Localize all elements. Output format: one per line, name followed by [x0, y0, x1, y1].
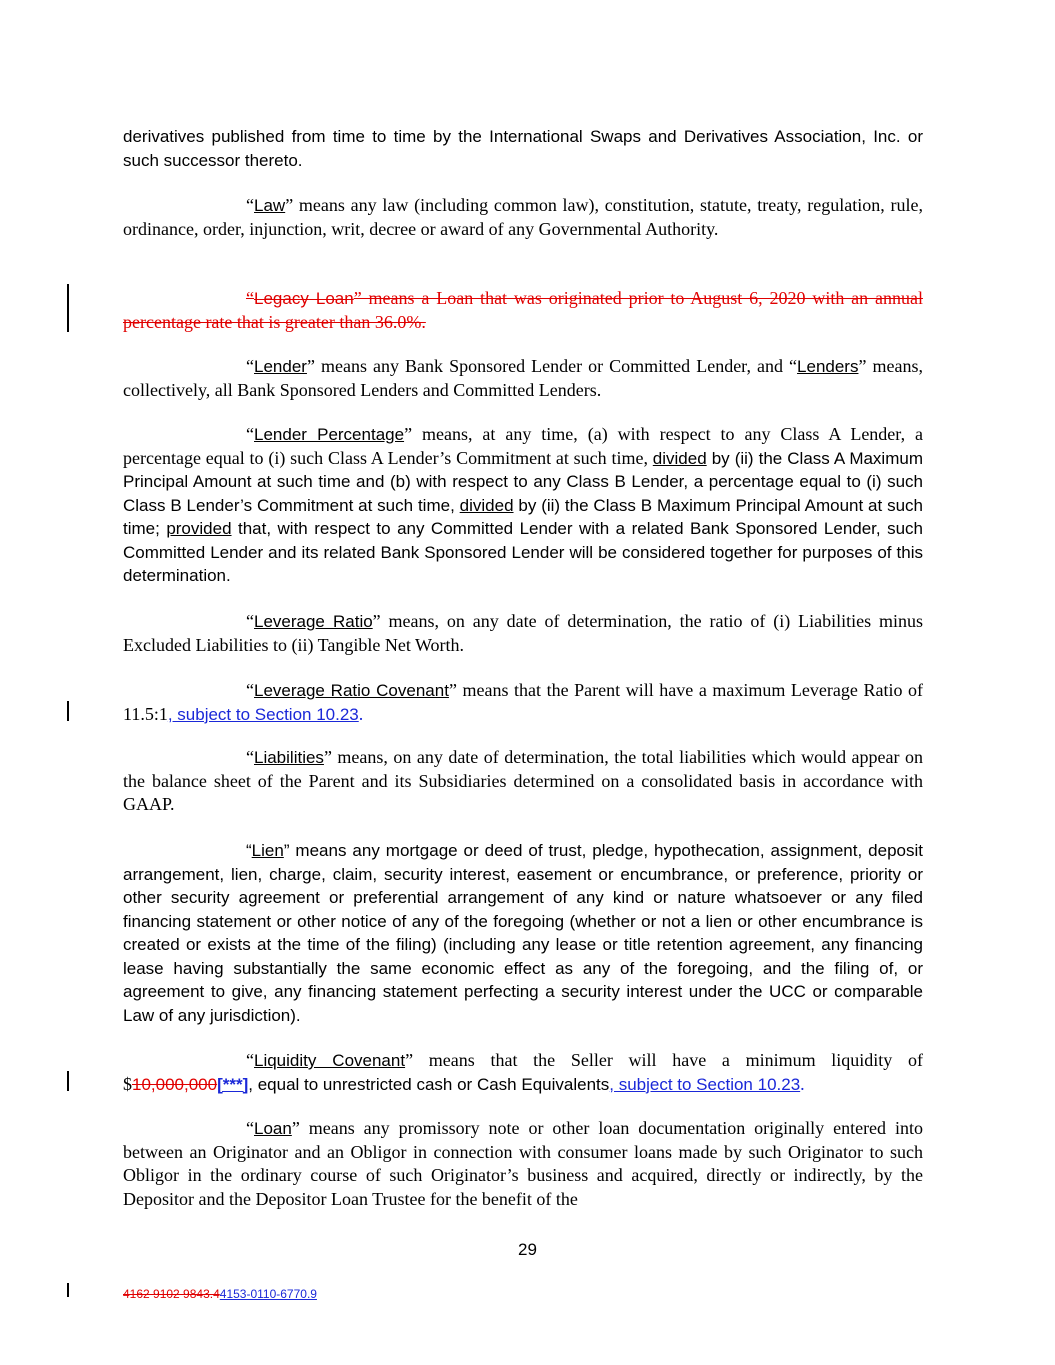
deleted-text: 10,000,000	[132, 1074, 218, 1094]
defined-term: Liabilities	[254, 748, 324, 767]
definition-lien	[123, 839, 923, 1027]
definition-text: ” means, on any date of determination, the total liabilities which would appear on the balance sheet of the Parent and its Subsidiaries determined on a consolidated basis in accordance with GAAP.	[123, 747, 923, 814]
definition-text: ” means any law (including common law), constitution, statute, treaty, regulation, rule, ordinance, order, injunction, writ, decree or award of any Governmental Authority.	[123, 195, 923, 239]
definition-text: that, with respect to any Committed Lender with a related Bank Sponsored Lender, such Committed Lender and its related Bank Sponsored Lender will be considered together for purposes of this determination.	[123, 519, 924, 585]
change-bar	[67, 701, 69, 721]
emphasis-term: divided	[652, 448, 707, 468]
open-quote: “	[246, 841, 252, 860]
inserted-text: 4153-0110-6770.9	[219, 1287, 317, 1301]
change-bar	[67, 284, 69, 332]
defined-term: Legacy Loan	[254, 289, 354, 308]
open-quote: “	[246, 195, 254, 215]
inserted-text: , subject to Section 10.23	[609, 1074, 801, 1094]
open-quote: “	[246, 680, 254, 700]
defined-term: Liquidity Covenant	[254, 1051, 406, 1070]
definition-loan	[123, 1117, 923, 1211]
definition-text: ” means that the Seller will have a minimum liquidity of $	[123, 1050, 923, 1094]
definition-law	[123, 194, 923, 241]
defined-term: Lien	[251, 841, 284, 860]
definition-text: ” means a Loan that was originated prior to August 6, 2020 with an annual percentage rate that is greater than 36.0%.	[123, 288, 923, 332]
open-quote: “	[246, 424, 254, 444]
defined-term: Leverage Ratio Covenant	[254, 681, 449, 700]
open-quote: “	[246, 747, 254, 767]
defined-term: Lenders	[797, 357, 859, 376]
open-quote: “	[246, 611, 254, 631]
defined-term: Loan	[254, 1119, 292, 1138]
definition-leverage-ratio	[123, 610, 923, 657]
definition-text: by (ii) the Class B Maximum Principal Amount at such time;	[123, 495, 923, 538]
open-quote: “	[246, 1050, 254, 1070]
defined-term: Lender	[254, 357, 307, 376]
definition-text: ” means any mortgage or deed of trust, pledge, hypothecation, assignment, deposit arrangement, lien, charge, claim, security interest, easement or encumbrance, or preference, priority or other security agreement or preferential arrangement of any kind or nature whatsoever or any filed financing statement or other notice of any of the foregoing (whether or not a lien or other encumbrance is created or exists at the time of the filing) (including any lease or title retention agreement, any financing lease having substantially the same economic effect as any of the foregoing, and the filing of, or agreement to give, any financing statement perfecting a security interest under the UCC or comparable Law of any jurisdiction).	[123, 841, 923, 1025]
document-id-footer	[123, 1287, 317, 1301]
inserted-text: .	[800, 1073, 805, 1094]
open-quote: “	[246, 288, 254, 308]
definition-liquidity-covenant	[123, 1049, 923, 1096]
definition-lender-percentage	[123, 423, 923, 588]
definition-text: by (ii) the Class A Maximum Principal Amount at such time and (b) with respect to any Class B Lender, a percentage equal to (i) such Class B Lender’s Commitment at such time,	[123, 448, 923, 515]
definition-liabilities	[123, 746, 923, 817]
definition-text: ” means any Bank Sponsored Lender or Committed Lender, and “	[306, 356, 798, 376]
emphasis-term: divided	[459, 495, 514, 515]
definition-text: , equal to unrestricted cash or Cash Equivalents	[248, 1074, 610, 1094]
inserted-text: .	[358, 703, 364, 724]
defined-term: Law	[254, 196, 286, 215]
paragraph-text: derivatives published from time to time by the International Swaps and Derivatives Association, Inc. or such successor thereto.	[123, 127, 923, 170]
definition-lender	[123, 355, 923, 402]
emphasis-term: provided	[166, 519, 232, 538]
change-bar	[67, 1283, 69, 1297]
inserted-text: , subject to Section 10.23	[167, 704, 359, 724]
page-number: 29	[518, 1240, 537, 1259]
open-quote: “	[246, 1118, 254, 1138]
definition-text: ” means, at any time, (a) with respect to any Class A Lender, a percentage equal to (i) such Class A Lender’s Commitment at such time,	[123, 424, 924, 468]
definition-leverage-ratio-covenant	[123, 679, 923, 726]
defined-term: Lender Percentage	[254, 425, 405, 444]
change-bar	[67, 1071, 69, 1091]
paragraph-continuation	[123, 125, 923, 172]
inserted-redaction: [***]	[217, 1074, 249, 1094]
definition-text: ” means any promissory note or other loan documentation originally entered into between an Originator and an Obligor in connection with consumer loans made by such Originator to such Obligor in the ordinary course of such Originator’s business and acquired, directly or indirectly, by the Depositor and the Depositor Loan Trustee for the benefit of the	[123, 1118, 923, 1209]
definition-text: ” means, on any date of determination, the ratio of (i) Liabilities minus Excluded Liabilities to (ii) Tangible Net Worth.	[123, 611, 923, 655]
definition-text: ” means that the Parent will have a maximum Leverage Ratio of 11.5:1	[123, 680, 924, 724]
definition-legacy-loan-deleted	[123, 287, 923, 334]
open-quote: “	[246, 356, 254, 376]
definition-text: ” means, collectively, all Bank Sponsored Lenders and Committed Lenders.	[123, 356, 923, 400]
deleted-text: 4162 9102 9843.4	[123, 1287, 220, 1301]
defined-term: Leverage Ratio	[254, 612, 373, 631]
